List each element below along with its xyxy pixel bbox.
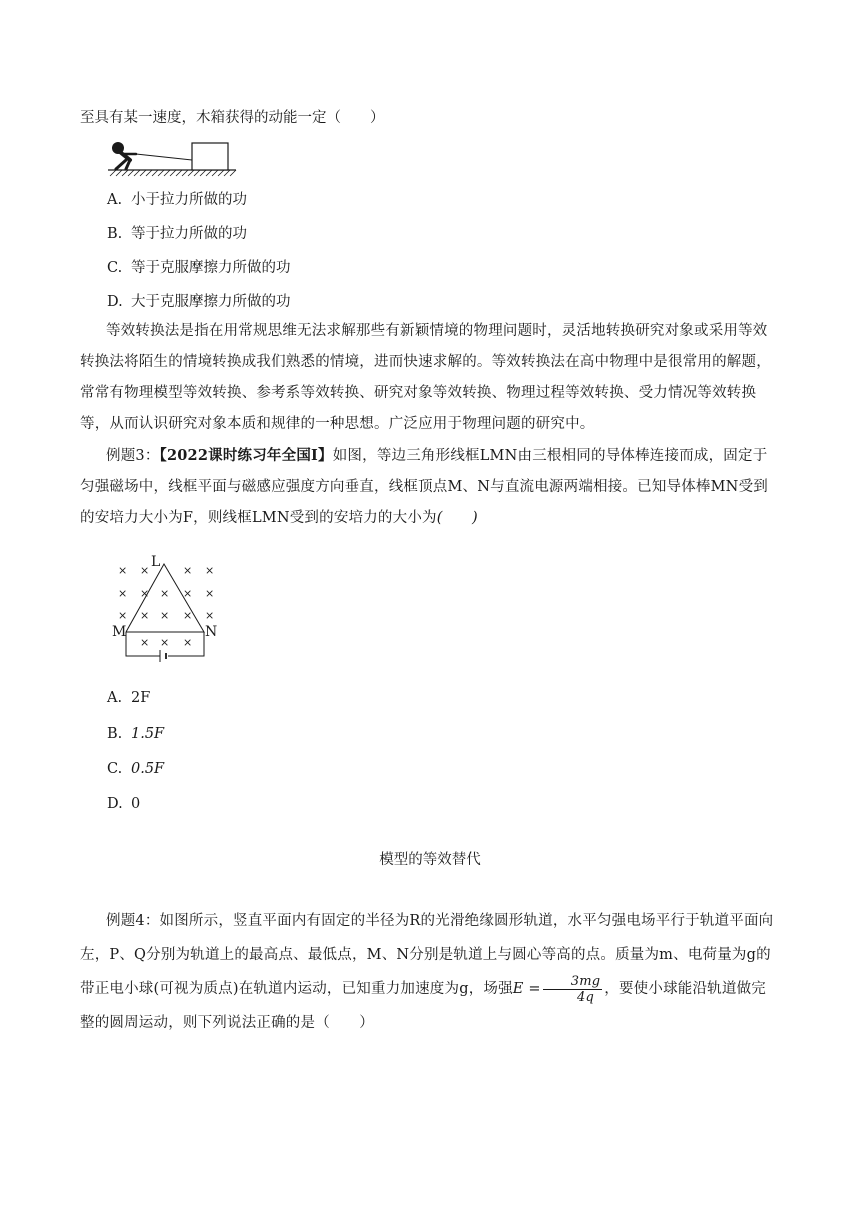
field-mark: × — [118, 609, 128, 622]
option-label: A. — [107, 690, 123, 706]
example3-option-c — [107, 759, 164, 779]
field-mark: × — [183, 609, 193, 622]
intro-paragraph: 等效转换法是指在用常规思维无法求解那些有新颖情境的物理问题时，灵活地转换研究对象或采用等效转换法将陌生的情境转换成我们熟悉的情境，进而快速求解的。等效转换法在高中物理中是很常用的解题，常常有物理模型等效转换、参考系等效转换、研究对象等效转换、物理过程等效转换、受力情况等效转换等，从而认识研究对象本质和规律的一种思想。广泛应用于物理问题的研究中。 — [80, 323, 771, 432]
example3-option-a — [107, 688, 150, 708]
option-text: 2F — [131, 690, 151, 706]
vertex-label-m: M — [112, 624, 127, 640]
vertex-label-l: L — [151, 554, 161, 570]
example3-option-b — [107, 724, 164, 744]
option-label: D. — [107, 796, 123, 812]
option-text: 等于克服摩擦力所做的功 — [131, 260, 291, 276]
section-title: 模型的等效替代 — [379, 852, 481, 868]
example3-paragraph — [80, 440, 780, 534]
field-mark: × — [160, 609, 170, 622]
option-label: B. — [107, 726, 123, 742]
question-stem-tail: 至具有某一速度，木箱获得的动能一定（ ） — [80, 110, 385, 126]
option-text: 大于克服摩擦力所做的功 — [131, 294, 291, 310]
option-label: C. — [107, 761, 123, 777]
field-mark: × — [183, 587, 193, 600]
example3-option-d — [107, 794, 140, 814]
option-c — [107, 258, 291, 278]
field-mark: × — [205, 564, 215, 577]
person-pulling-box-figure — [106, 138, 242, 180]
example4-text-after: ，要使小球能沿轨道做完整的圆周运动，则下列说法正确的是（ ） — [80, 981, 766, 1031]
field-mark: × — [118, 587, 128, 600]
example3-paren: ( ) — [436, 510, 478, 526]
option-b — [107, 224, 247, 244]
option-a — [107, 190, 247, 210]
example4-paragraph — [80, 904, 780, 1040]
field-mark: × — [140, 564, 150, 577]
field-mark: × — [160, 636, 170, 649]
option-label: A. — [107, 192, 123, 208]
field-mark: × — [183, 564, 193, 577]
option-label: C. — [107, 260, 123, 276]
field-formula-fraction — [543, 974, 603, 1005]
triangle-magnetic-field-figure — [108, 552, 224, 662]
option-label: D. — [107, 294, 123, 310]
field-formula-lhs: E = — [512, 981, 541, 997]
option-text: 等于拉力所做的功 — [131, 226, 247, 242]
field-mark: × — [118, 564, 128, 577]
option-text: 小于拉力所做的功 — [131, 192, 247, 208]
example3-body: 如图，等边三角形线框LMN由三根相同的导体棒连接而成，固定于匀强磁场中，线框平面与磁感应强度方向垂直，线框顶点M、N与直流电源两端相接。已知导体棒MN受到的安培力大小为F，则线框LMN受到的安培力的大小为 — [80, 448, 768, 526]
option-text: 1.5F — [131, 726, 165, 742]
option-d — [107, 292, 291, 312]
option-text: 0 — [131, 796, 141, 812]
field-mark: × — [160, 587, 170, 600]
field-mark: × — [140, 609, 150, 622]
example3-source: 【2022课时练习年全国Ⅰ】 — [159, 447, 333, 464]
example4-text-before: 例题4：如图所示，竖直平面内有固定的半径为R的光滑绝缘圆形轨道，水平匀强电场平行于轨道平面向左，P、Q分别为轨道上的最高点、最低点，M、N分别是轨道上与圆心等高的点。质量为m、电荷量为g的带正电小球(可视为质点)在轨道内运动，已知重力加速度为g，场强 — [80, 913, 774, 997]
field-mark: × — [205, 609, 215, 622]
option-text: 0.5F — [131, 761, 165, 777]
field-mark: × — [205, 587, 215, 600]
field-mark: × — [140, 587, 150, 600]
formula-denominator: 4q — [577, 989, 595, 1005]
option-label: B. — [107, 226, 123, 242]
vertex-label-n: N — [205, 624, 218, 640]
field-mark: × — [183, 636, 193, 649]
formula-numerator: 3mg — [543, 974, 603, 990]
example3-prefix: 例题3： — [106, 448, 160, 464]
field-mark: × — [140, 636, 150, 649]
